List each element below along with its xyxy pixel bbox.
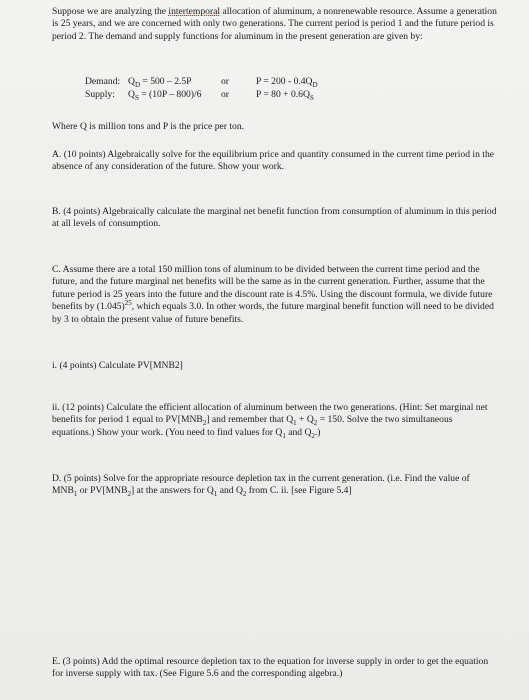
question-d: D. (5 points) Solve for the appropriate resource depletion tax in the current generation. (i.e. Find the value of $MNB_1$ or $PV[MNB_2]$ at the answers for $Q_1$ and $Q_2$ from C. ii. [see Figure 5.4] bbox=[52, 473, 470, 499]
intro-text-2: allocation of aluminum, a nonrenewable resource. Assume a generation is 25 years, and we are concerned with only two generations. The current period is period 1 and the future period is period 2. The demand and supply functions for aluminum in the present generation are given by: bbox=[52, 6, 497, 42]
demand-equation-p: $P = 200 - 0.4Q_D$ bbox=[256, 76, 318, 89]
intro-paragraph bbox=[52, 6, 497, 43]
question-b: B. (4 points) Algebraically calculate the marginal net benefit function from consumption of aluminum in this period at all levels of consumption. bbox=[52, 206, 497, 230]
question-c: C. Assume there are a total 150 million tons of aluminum to be divided between the current time period and the future, and the future marginal net benefits will be the same as in the current generation. Further, assume that the future period is 25 years into the future and the discount rate is 4.5%. Using the discount formula, we divide future benefits by $(1.045)^{25}$, which equals 3.0. In other words, the future marginal benefit function will need to be divided by 3 to obtain the present value of future benefits. bbox=[52, 264, 494, 325]
where-note: Where Q is million tons and P is the price per ton. bbox=[52, 121, 245, 132]
intro-underlined-word: intertemporal bbox=[168, 6, 221, 17]
demand-label: Demand: bbox=[85, 76, 121, 87]
supply-equation-q: $Q_S = (10P - 800)/6$ bbox=[128, 89, 202, 102]
intro-text-1: Suppose we are analyzing the bbox=[52, 6, 169, 17]
demand-equation-q: $Q_D = 500 - 2.5P$ bbox=[128, 76, 192, 89]
demand-or: or bbox=[221, 76, 229, 87]
question-e: E. (3 points) Add the optimal resource depletion tax to the equation for inverse supply in order to get the equation for inverse supply with tax. (See Figure 5.6 and the corresponding algebra.) bbox=[52, 656, 489, 680]
question-a: A. (10 points) Algebraically solve for the equilibrium price and quantity consumed in the current time period in the absence of any consideration of the future. Show your work. bbox=[52, 149, 494, 173]
question-c-ii: ii. (12 points) Calculate the efficient allocation of aluminum between the two generations. (Hint: Set marginal net benefits for period 1 equal to $PV[MNB_2]$ and remember that $Q_1 + Q_2 = 150$. Solve the two simultaneous equations.) Show your work. (You need to find values for $Q_1$ and $Q_2$.) bbox=[52, 402, 488, 440]
supply-equation-p: $P = 80 + 0.6Q_S$ bbox=[256, 89, 314, 102]
question-c-i: i. (4 points) Calculate PV[MNB2] bbox=[52, 360, 183, 371]
supply-label: Supply: bbox=[85, 89, 115, 100]
supply-or: or bbox=[221, 89, 229, 100]
